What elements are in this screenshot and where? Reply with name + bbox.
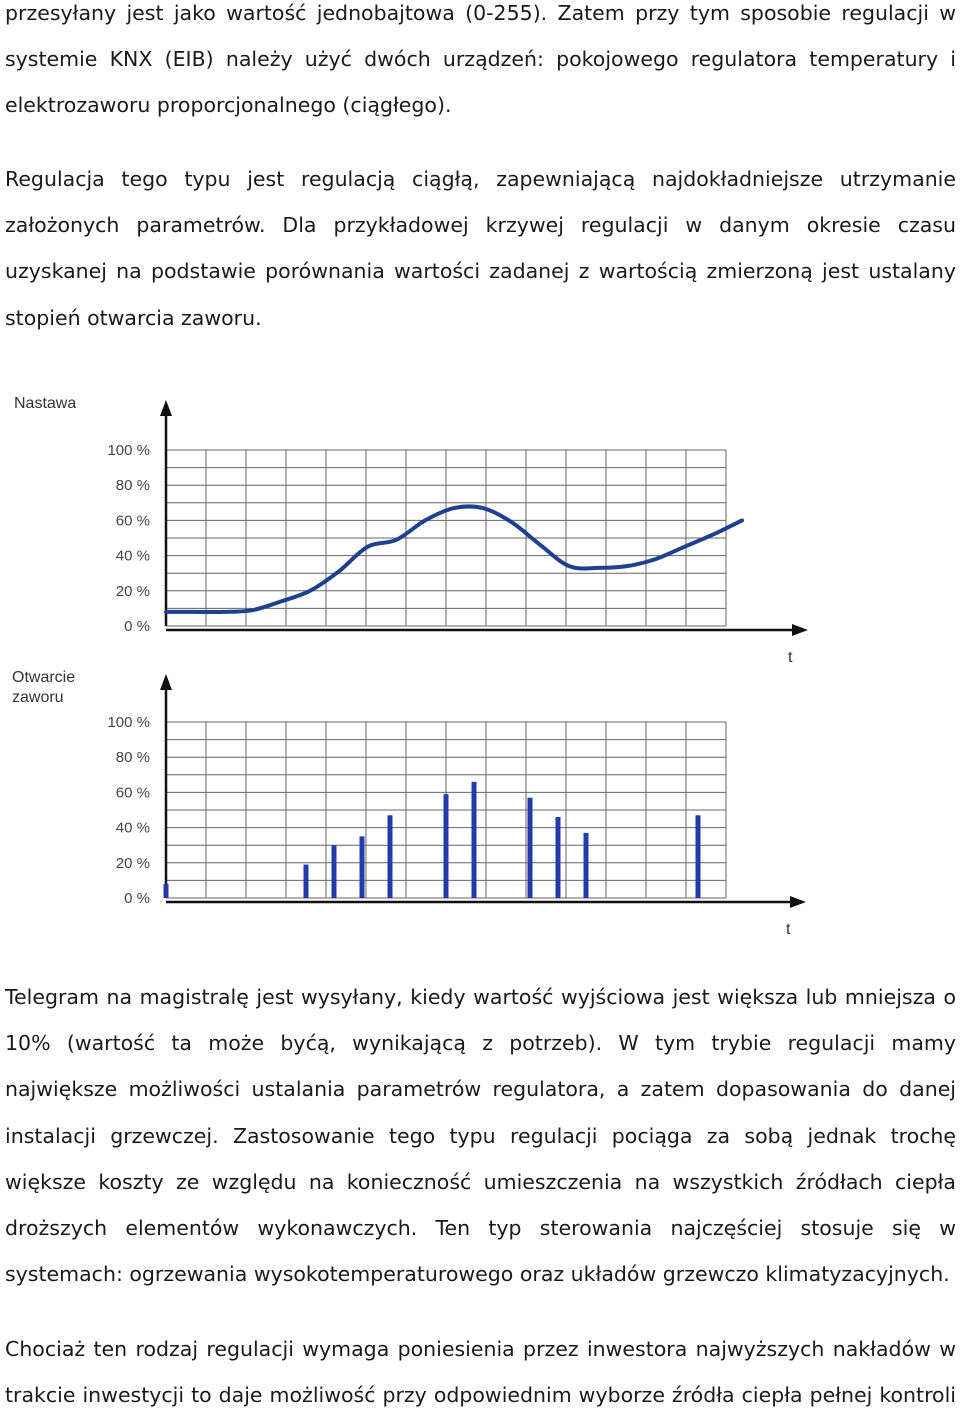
paragraph-3: Telegram na magistralę jest wysyłany, kiedy wartość wyjściowa jest większa lub mniejsza o 10% (wartość ta może byćą, wynikającą z potrzeb). W tym trybie regulacji mamy największe możliwości ustalania parametrów regulatora, a zatem dopasowania do danej instalacji grzewczej. Zastosowanie tego typu regulacji pociąga za sobą jednak trochę większe koszty ze względu na konieczność umieszczenia na wszystkich źródłach ciepła droższych elementów wykonawczych. Ten typ sterowania najczęściej stosuje się w systemach: ogrzewania wysokotemperaturowego oraz układów grzewczo klimatyzacyjnych. — [5, 985, 956, 1287]
top-y-axis-arrow — [160, 400, 172, 416]
valve-opening-bar — [584, 833, 589, 898]
top-chart-tick-label: 100 % — [107, 442, 150, 459]
top-chart-ticks — [107, 442, 150, 635]
chart-axes — [160, 400, 808, 908]
valve-opening-bar — [556, 817, 561, 898]
top-chart-tick-label: 20 % — [115, 582, 150, 600]
valve-opening-bar — [304, 865, 309, 898]
setpoint-curve — [166, 506, 742, 612]
bottom-x-axis-arrow — [790, 896, 806, 908]
valve-opening-bar — [528, 798, 533, 898]
top-chart-label: Nastawa — [14, 395, 77, 412]
paragraph-2: Regulacja tego typu jest regulacją ciągłą, zapewniającą najdokładniejsze utrzymanie założonych parametrów. Dla przykładowej krzywej regulacji w danym okresie czasu uzyskanej na podstawie porównania wartości zadanej z wartością zmierzoną jest ustalany stopień otwarcia zaworu. — [5, 167, 956, 330]
top-chart-tick-label: 60 % — [115, 512, 150, 530]
valve-opening-bar — [696, 815, 701, 898]
top-chart-tick-label: 40 % — [115, 547, 150, 565]
paragraph-4: Chociaż ten rodzaj regulacji wymaga poniesienia przez inwestora najwyższych nakładów w trakcie inwestycji to daje możliwość przy odpowiednim wyborze źródła ciepła pełnej kontroli — [5, 1337, 956, 1408]
valve-opening-bar — [472, 782, 477, 898]
top-chart-tick-label: 80 % — [115, 477, 150, 495]
bottom-chart-tick-label: 40 % — [115, 819, 150, 837]
regulation-figure — [0, 380, 960, 950]
bottom-chart-tick-label: 60 % — [115, 784, 150, 802]
bottom-chart-tick-label: 20 % — [115, 854, 150, 872]
bottom-chart-tick-label: 0 % — [124, 890, 150, 907]
valve-opening-bar — [332, 845, 337, 898]
top-chart-grid — [166, 450, 726, 626]
bottom-chart-ticks — [107, 714, 150, 907]
top-chart-tick-label: 0 % — [124, 618, 150, 635]
top-x-axis-arrow — [792, 624, 808, 636]
valve-opening-bar — [444, 794, 449, 898]
bottom-chart-label-line2: zaworu — [12, 689, 64, 706]
bottom-y-axis-arrow — [160, 674, 172, 690]
valve-opening-bar — [388, 815, 393, 898]
bottom-chart-label-line1: Otwarcie — [12, 669, 76, 686]
bottom-chart-tick-label: 80 % — [115, 749, 150, 767]
bottom-x-axis-label: t — [786, 921, 791, 938]
valve-opening-bar — [360, 836, 365, 898]
bottom-chart-tick-label: 100 % — [107, 714, 150, 731]
valve-opening-bar — [164, 884, 169, 898]
top-x-axis-label: t — [788, 649, 793, 666]
paragraph-1: przesyłany jest jako wartość jednobajtowa (0-255). Zatem przy tym sposobie regulacji w systemie KNX (EIB) należy użyć dwóch urządzeń: pokojowego regulatora temperatury i elektrozaworu proporcjonalnego (ciągłego). — [5, 1, 956, 118]
